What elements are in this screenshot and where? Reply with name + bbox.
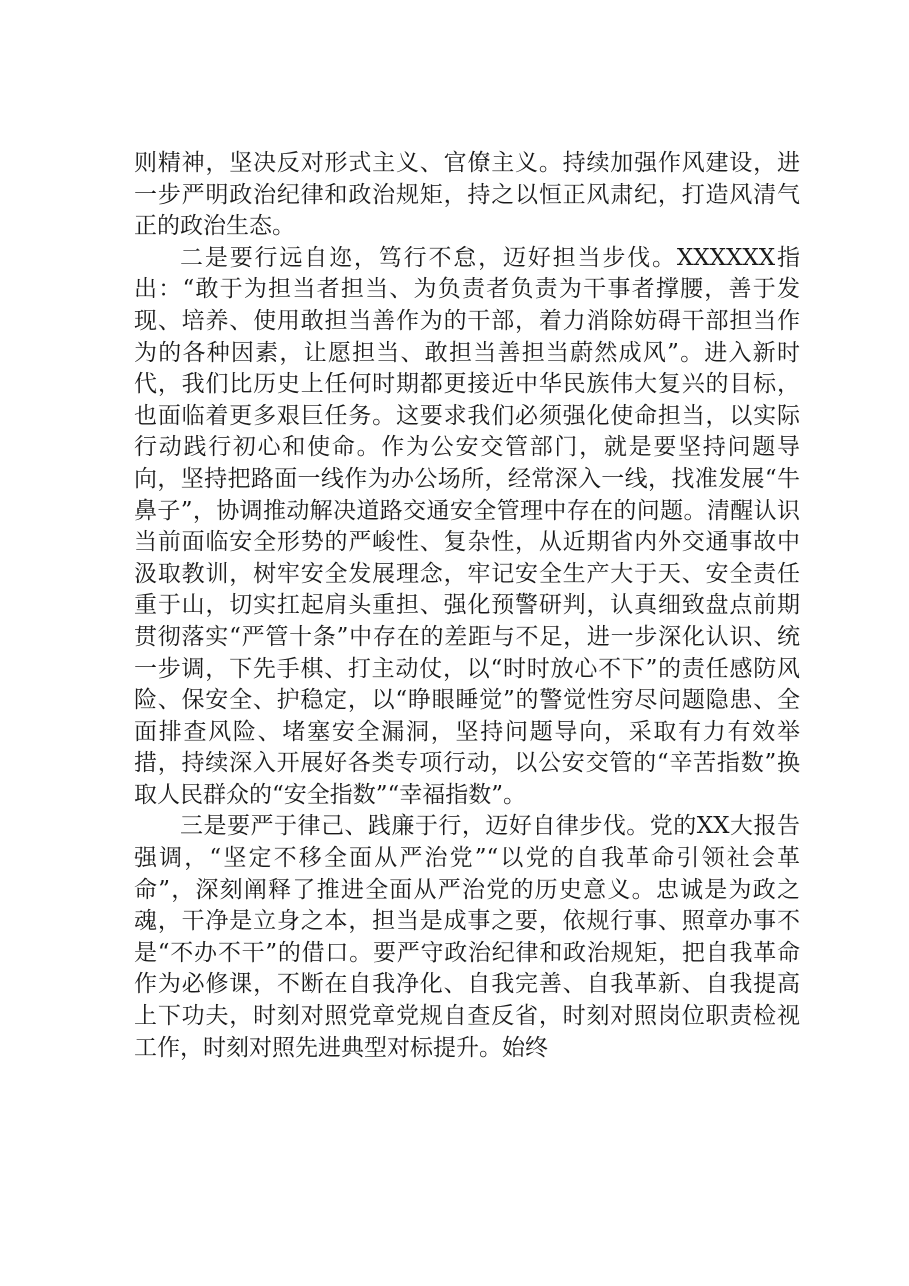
paragraph-3: 三是要严于律己、践廉于行，迈好自律步伐。党的XX大报告强调，“坚定不移全面从严治党”“以党的自我革命引领社会革命”，深刻阐释了推进全面从严治党的历史意义。忠诚是为政之魂，干净是立身之本，担当是成事之要，依规行事、照章办事不是“不办不干”的借口。要严守政治纪律和政治规矩，把自我革命作为必修课，不断在自我净化、自我完善、自我革新、自我提高上下功夫，时刻对照党章党规自查反省，时刻对照岗位职责检视工作，时刻对照先进典型对标提升。始终 [134,813,800,1061]
paragraph-2: 二是要行远自迩，笃行不怠，迈好担当步伐。XXXXXX指出：“敢于为担当者担当、为负责者负责为干事者撑腰，善于发现、培养、使用敢担当善作为的干部，着力消除妨碍干部担当作为的各种因素，让愿担当、敢担当善担当蔚然成风”。进入新时代，我们比历史上任何时期都更接近中华民族伟大复兴的目标，也面临着更多艰巨任务。这要求我们必须强化使命担当，以实际行动践行初心和使命。作为公安交管部门，就是要坚持问题导向，坚持把路面一线作为办公场所，经常深入一线，找准发展“牛鼻子”，协调推动解决道路交通安全管理中存在的问题。清醒认识当前面临安全形势的严峻性、复杂性，从近期省内外交通事故中汲取教训，树牢安全发展理念，牢记安全生产大于天、安全责任重于山，切实扛起肩头重担、强化预警研判，认真细致盘点前期贯彻落实“严管十条”中存在的差距与不足，进一步深化认识、统一步调，下先手棋、打主动仗，以“时时放心不下”的责任感防风险、保安全、护稳定，以“睁眼睡觉”的警觉性穷尽问题隐患、全面排查风险、堵塞安全漏洞，坚持问题导向，采取有力有效举措，持续深入开展好各类专项行动，以公安交管的“辛苦指数”换取人民群众的“安全指数”“幸福指数”。 [134,244,800,808]
document-body [134,148,800,1064]
paragraph-1: 则精神，坚决反对形式主义、官僚主义。持续加强作风建设，进一步严明政治纪律和政治规矩，持之以恒正风肃纪，打造风清气正的政治生态。 [134,150,800,240]
